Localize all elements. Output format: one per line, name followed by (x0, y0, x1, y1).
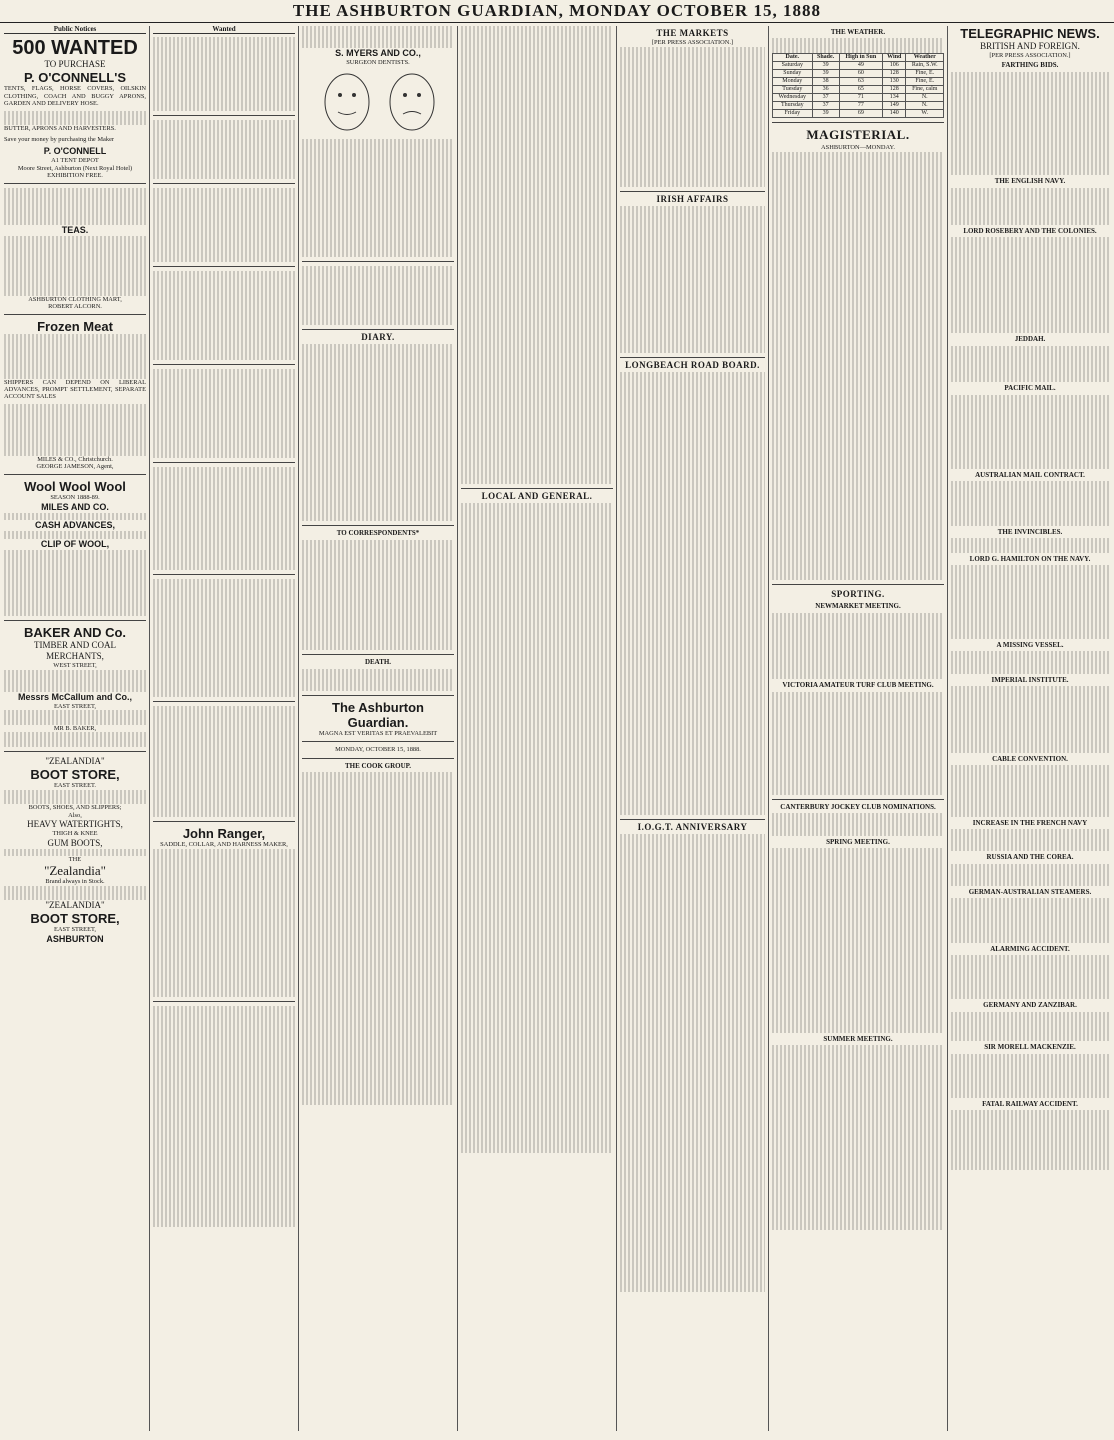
weather-cell: Tuesday (773, 86, 813, 94)
east-street-3: EAST STREET, (53, 926, 96, 934)
masthead (0, 0, 1114, 23)
masthead-title: THE ASHBURTON GUARDIAN, MONDAY OCTOBER 15, 1888 (292, 1, 822, 20)
weather-cell: 69 (839, 110, 882, 118)
weather-cell: 49 (839, 62, 882, 70)
weather-cell: 38 (812, 78, 839, 86)
weather-cell: 36 (812, 86, 839, 94)
moore-street: Moore Street, Ashburton (Next Royal Hotel) (17, 164, 133, 172)
weather-row (773, 78, 944, 86)
george-jameson: GEORGE JAMESON, Agent, (36, 463, 114, 471)
weather-row (773, 70, 944, 78)
tents-line: TENTS, FLAGS, HORSE COVERS, OILSKIN CLOTHING, COACH AND BUGGY APRONS, GARDEN AND DELIVERY HOSE. (4, 85, 146, 108)
weather-heading: THE WEATHER. (830, 28, 886, 36)
weather-row (773, 110, 944, 118)
clothing-mart: ASHBURTON CLOTHING MART, (28, 295, 122, 303)
germany-zanzibar: GERMANY AND ZANZIBAR. (983, 1001, 1077, 1010)
alarming-accident: ALARMING ACCIDENT. (990, 944, 1070, 953)
ashburton-footer: ASHBURTON (46, 933, 104, 944)
longbeach-heading: LONGBEACH ROAD BOARD. (625, 360, 760, 371)
clip-of-wool: CLIP OF WOOL, (40, 538, 110, 549)
english-navy: THE ENGLISH NAVY. (994, 177, 1066, 186)
weather-cell: Thursday (773, 102, 813, 110)
the: THE (68, 855, 82, 863)
press-assoc-1: [PER PRESS ASSOCIATION.] (651, 39, 734, 47)
guardian-title: The Ashburton Guardian. (332, 699, 424, 730)
surgeon-dentists: SURGEON DENTISTS. (346, 59, 410, 67)
weather-th-weather: Weather (906, 54, 944, 62)
iogt-heading: I.O.G.T. ANNIVERSARY (637, 822, 748, 833)
weather-cell: Sunday (773, 70, 813, 78)
lord-hamilton: LORD G. HAMILTON ON THE NAVY. (969, 554, 1091, 563)
exhibition-free: EXHIBITION FREE. (47, 172, 103, 180)
weather-cell: N. (906, 94, 944, 102)
weather-cell: 37 (812, 94, 839, 102)
rosebery-colonies: LORD ROSEBERY AND THE COLONIES. (963, 226, 1097, 235)
weather-row (773, 62, 944, 70)
to-correspondents: TO CORRESPONDENTS* (336, 529, 420, 538)
column-6 (772, 26, 944, 1431)
local-general-heading: LOCAL AND GENERAL. (481, 491, 593, 502)
east-street-2: EAST STREET. (53, 782, 96, 790)
ashburton-monday: ASHBURTON—MONDAY. (821, 144, 895, 152)
weather-cell: 60 (839, 70, 882, 78)
weather-cell: 149 (883, 102, 906, 110)
oconnell-2: P. O'CONNELL (43, 146, 107, 157)
gum-boots: GUM BOOTS, (47, 837, 103, 848)
markets-heading: THE MARKETS (656, 28, 729, 38)
save-line: Save your money by purchasing the Maker (4, 135, 115, 143)
press-assoc-2: [PER PRESS ASSOCIATION.] (989, 52, 1071, 59)
miles-and-co: MILES AND CO. (41, 501, 109, 512)
farthing-bids: FARTHING BIDS. (1001, 61, 1059, 70)
weather-cell: 37 (812, 102, 839, 110)
weather-cell: 128 (883, 70, 906, 78)
teas-heading: TEAS. (61, 225, 89, 236)
newmarket-heading: NEWMARKET MEETING. (815, 602, 901, 611)
east-street: EAST STREET, (53, 702, 96, 710)
magisterial-heading: MAGISTERIAL. (806, 127, 910, 143)
summer-meeting: SUMMER MEETING. (823, 1034, 893, 1043)
victoria-heading: VICTORIA AMATEUR TURF CLUB MEETING. (782, 681, 934, 690)
zealandia-1: "ZEALANDIA" (45, 756, 105, 767)
boot-store-2: BOOT STORE, (30, 911, 120, 927)
weather-cell: Monday (773, 78, 813, 86)
heavy-watertights: HEAVY WATERTIGHTS, (27, 819, 123, 830)
thigh-knee: THIGH & KNEE (52, 830, 98, 838)
weather-th-wind: Wind (883, 54, 906, 62)
irish-affairs-heading: IRISH AFFAIRS (656, 194, 729, 205)
boot-store-1: BOOT STORE, (30, 767, 120, 783)
season: SEASON 1888-89. (50, 494, 100, 502)
butter-line: BUTTER, APRONS AND HARVESTERS. (4, 125, 116, 133)
column-1 (4, 26, 146, 1431)
mr-baker: MR B. BAKER, (53, 724, 97, 732)
issue-date: MONDAY, OCTOBER 15, 1888. (335, 746, 421, 754)
fatal-railway-accident: FATAL RAILWAY ACCIDENT. (982, 1100, 1078, 1109)
cable-convention: CABLE CONVENTION. (992, 754, 1068, 763)
weather-cell: 39 (812, 70, 839, 78)
weather-cell: 130 (883, 78, 906, 86)
weather-cell: Rain, S.W. (906, 62, 944, 70)
weather-cell: 128 (883, 86, 906, 94)
wool-heading: Wool Wool Wool (24, 479, 126, 495)
weather-cell: 71 (839, 94, 882, 102)
timber-coal: TIMBER AND COAL (33, 640, 116, 651)
weather-th-sun: High in Sun (839, 54, 882, 62)
boots-line: BOOTS, SHOES, AND SLIPPERS; (28, 804, 122, 812)
weather-table (772, 53, 944, 118)
weather-cell: Saturday (773, 62, 813, 70)
sir-morell-mackenzie: SIR MORELL MACKENZIE. (984, 1043, 1076, 1052)
german-australian: GERMAN-AUSTRALIAN STEAMERS. (968, 887, 1092, 896)
column-5 (620, 26, 765, 1431)
british-foreign: BRITISH AND FOREIGN. (980, 41, 1080, 51)
spring-meeting: SPRING MEETING. (826, 837, 890, 846)
wanted-500-heading: 500 WANTED (12, 37, 138, 60)
weather-cell: W. (906, 110, 944, 118)
column-3 (302, 26, 454, 1431)
french-navy: INCREASE IN THE FRENCH NAVY (972, 818, 1088, 827)
public-notices-header: Public Notices (4, 26, 146, 34)
dentist-illustration (302, 67, 454, 137)
also: Also, (68, 811, 82, 819)
zealandia-3: "ZEALANDIA" (45, 900, 105, 911)
weather-cell: N. (906, 102, 944, 110)
tent-depot: A1 TENT DEPOT (51, 157, 99, 165)
missing-vessel: A MISSING VESSEL. (996, 641, 1064, 650)
west-street: WEST STREET, (53, 662, 97, 670)
weather-cell: 65 (839, 86, 882, 94)
miles-co: MILES & CO., Christchurch. (37, 455, 113, 463)
weather-cell: 39 (812, 110, 839, 118)
weather-cell: 106 (883, 62, 906, 70)
robert-alcorn: ROBERT ALCORN. (48, 302, 102, 310)
zealandia-2: "Zealandia" (44, 863, 106, 879)
weather-th-shade: Shade. (812, 54, 839, 62)
myers-heading: S. MYERS AND CO., (335, 48, 421, 59)
weather-row (773, 94, 944, 102)
weather-cell: 134 (883, 94, 906, 102)
russia-corea: RUSSIA AND THE COREA. (986, 853, 1074, 862)
weather-cell: 140 (883, 110, 906, 118)
jeddah: JEDDAH. (1014, 335, 1046, 344)
weather-row (773, 86, 944, 94)
shippers-line: SHIPPERS CAN DEPEND ON LIBERAL ADVANCES, PROMPT SETTLEMENT, SEPARATE ACCOUNT SALES (4, 378, 146, 401)
pacific-mail: PACIFIC MAIL. (1004, 384, 1056, 393)
invincibles: THE INVINCIBLES. (997, 527, 1063, 536)
motto: MAGNA EST VERITAS ET PRAEVALEBIT (318, 729, 438, 737)
canterbury-heading: CANTERBURY JOCKEY CLUB NOMINATIONS. (780, 803, 936, 812)
imperial-institute: IMPERIAL INSTITUTE. (991, 675, 1069, 684)
frozen-meat-heading: Frozen Meat (37, 319, 113, 335)
to-purchase: TO PURCHASE (44, 59, 106, 70)
telegraphic-heading: TELEGRAPHIC NEWS. (960, 26, 1100, 41)
oconnell-heading: P. O'CONNELL'S (23, 70, 126, 86)
merchants: MERCHANTS, (46, 651, 104, 662)
cash-advances: CASH ADVANCES, (34, 520, 115, 531)
mccallum: Messrs McCallum and Co., (17, 691, 133, 702)
wanted-header: Wanted (153, 26, 295, 34)
weather-cell: 77 (839, 102, 882, 110)
weather-cell: Fine, calm (906, 86, 944, 94)
weather-row (773, 102, 944, 110)
weather-cell: 39 (812, 62, 839, 70)
australian-mail: AUSTRALIAN MAIL CONTRACT. (975, 470, 1085, 479)
weather-cell: Wednesday (773, 94, 813, 102)
baker-heading: BAKER AND Co. (23, 625, 127, 641)
column-7 (951, 26, 1109, 1431)
column-2 (153, 26, 295, 1431)
diary-heading: DIARY. (361, 332, 395, 343)
weather-cell: Fine, E. (906, 70, 944, 78)
weather-cell: 63 (839, 78, 882, 86)
john-ranger-heading: John Ranger, (182, 826, 266, 842)
weather-table-body (773, 62, 944, 118)
weather-cell: Fine, E. (906, 78, 944, 86)
death-heading: DEATH. (364, 658, 392, 667)
weather-th-date: Date. (773, 54, 813, 62)
column-4 (461, 26, 613, 1431)
brand-line: Brand always in Stock. (45, 878, 105, 886)
weather-cell: Friday (773, 110, 813, 118)
saddle-line: SADDLE, COLLAR, AND HARNESS MAKER, (160, 841, 288, 849)
sporting-heading: SPORTING. (831, 589, 885, 600)
cook-group-heading: THE COOK GROUP. (344, 761, 412, 770)
